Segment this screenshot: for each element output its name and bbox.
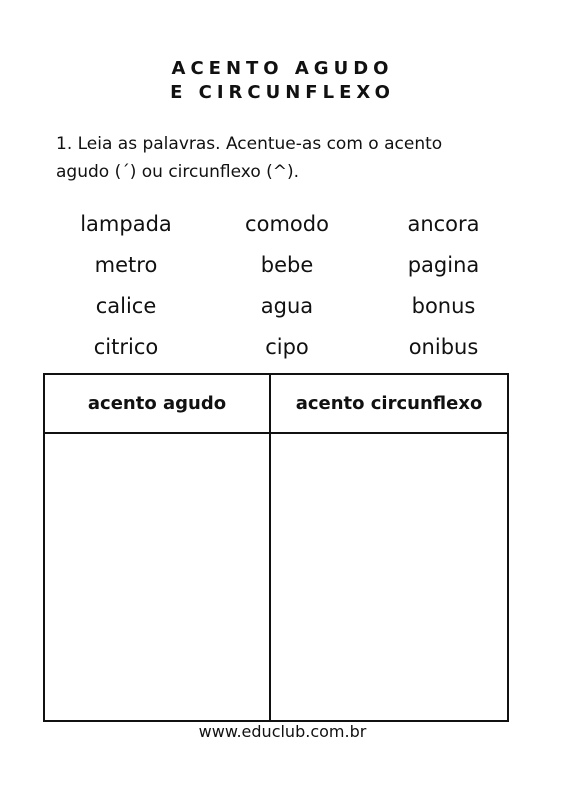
word: bebe <box>260 252 314 277</box>
table-header-acento-circunflexo: acento circunflexo <box>295 393 483 414</box>
answer-cell-acento-circunflexo[interactable] <box>271 434 507 720</box>
footer-url: www.educlub.com.br <box>198 722 367 741</box>
table-header-acento-agudo: acento agudo <box>87 393 227 414</box>
word: calice <box>95 293 157 318</box>
word-row <box>40 285 525 326</box>
word-row <box>40 326 525 367</box>
answer-table <box>43 373 509 722</box>
instructions-line-2: agudo (´) ou circunflexo (^). <box>56 162 300 182</box>
word-list <box>40 203 525 367</box>
page-title-line-1: ACENTO AGUDO <box>171 58 394 79</box>
instructions-line-1: 1. Leia as palavras. Acentue-as com o acento <box>56 134 443 154</box>
word: citrico <box>93 334 159 359</box>
word-row <box>40 203 525 244</box>
word: cipo <box>265 334 309 359</box>
word: agua <box>260 293 314 318</box>
answer-cell-acento-agudo[interactable] <box>45 434 269 720</box>
word-row <box>40 244 525 285</box>
word: bonus <box>411 293 476 318</box>
word: lampada <box>80 211 172 236</box>
word: metro <box>94 252 158 277</box>
page-title-line-2: E CIRCUNFLEXO <box>170 82 395 103</box>
word: comodo <box>245 211 329 236</box>
word: ancora <box>407 211 480 236</box>
word: onibus <box>408 334 479 359</box>
word: pagina <box>407 252 480 277</box>
instructions <box>56 130 496 186</box>
